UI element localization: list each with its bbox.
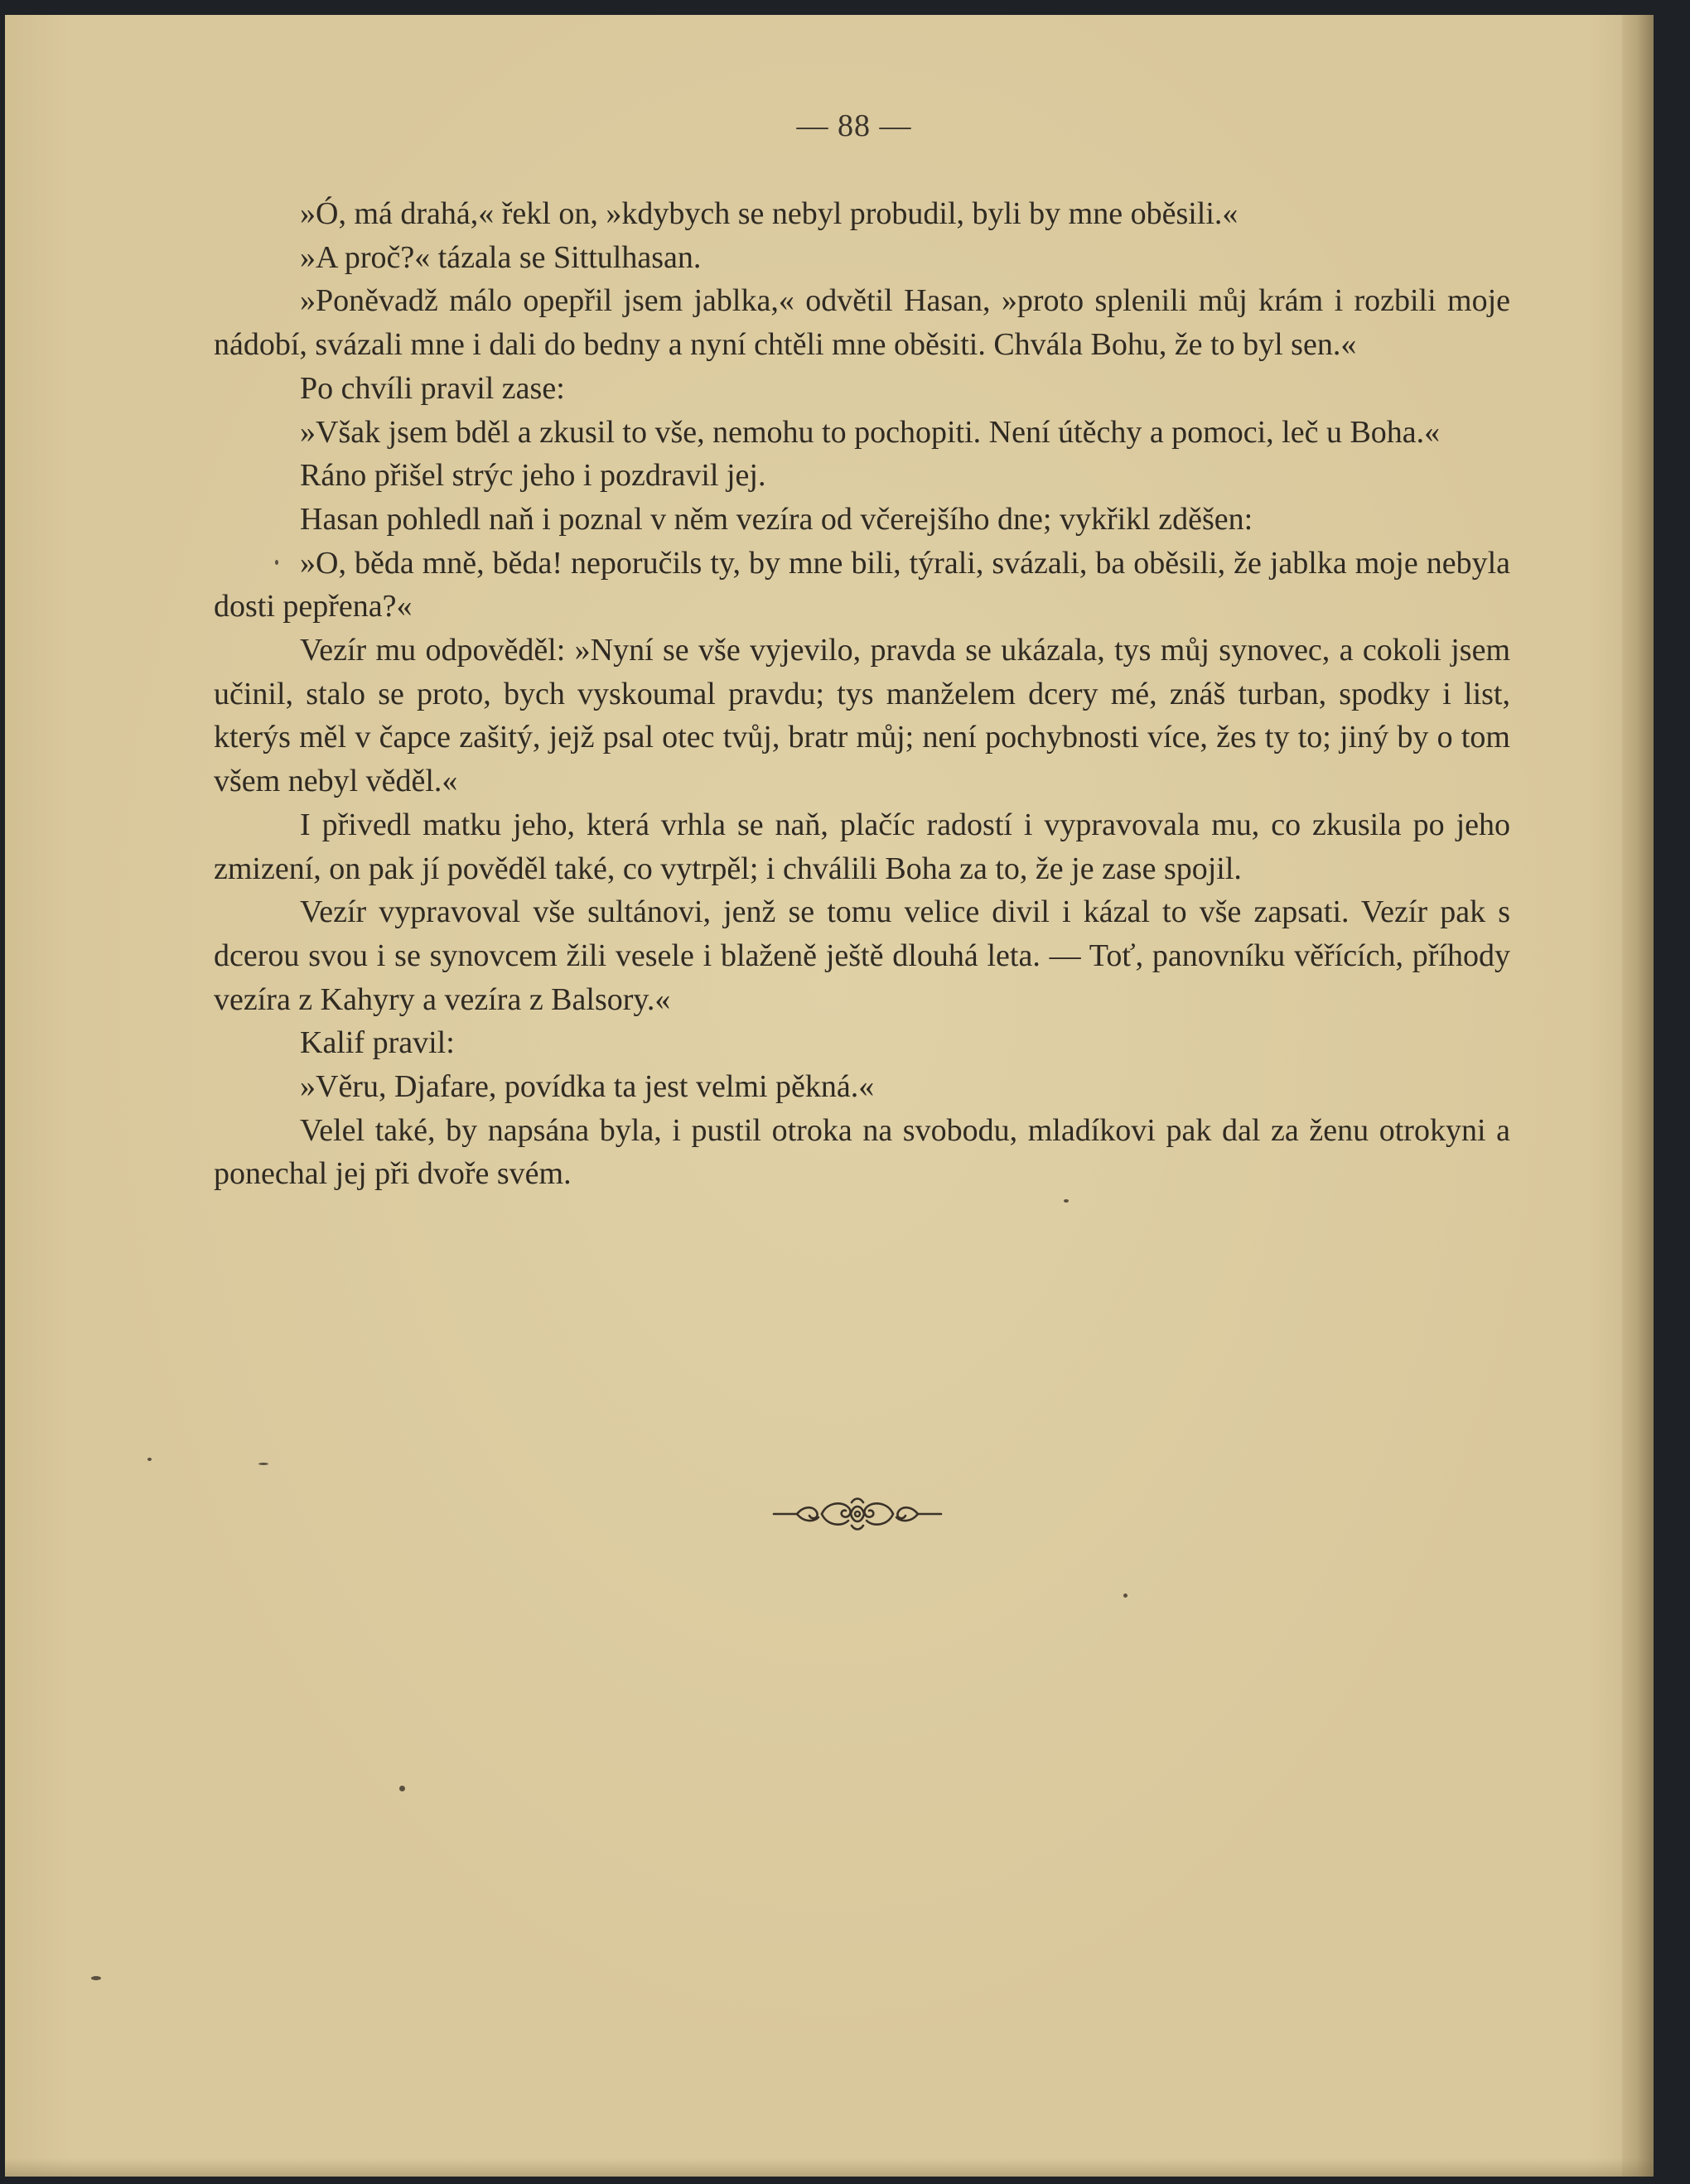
paper-speck bbox=[1123, 1593, 1127, 1598]
paragraph: Vezír mu odpověděl: »Nyní se vše vyjevilo, pravda se ukázala, tys můj synovec, a cokoli jsem učinil, stalo se proto, bych vyskoumal pravdu; tys manželem dcery mé, znáš turban, spodky i list, kterýs měl v čapce zašitý, jejž psal otec tvůj, bratr můj; není pochybnosti více, žes ty to; jiný by o tom všem nebyl věděl.« bbox=[214, 633, 1510, 799]
paper-speck bbox=[258, 1463, 268, 1465]
paper-speck bbox=[399, 1786, 405, 1791]
paragraph: »Však jsem bděl a zkusil to vše, nemohu to pochopiti. Není útěchy a pomoci, leč u Boha.« bbox=[300, 414, 1441, 450]
paragraph: Velel také, by napsána byla, i pustil otroka na svobodu, mladíkovi pak dal za ženu otrokyni a ponechal jej při dvoře svém. bbox=[214, 1112, 1510, 1192]
paper-speck bbox=[275, 560, 278, 565]
paper-speck bbox=[1064, 1199, 1069, 1203]
paper-speck bbox=[91, 1976, 101, 1980]
page-bottom-shadow bbox=[5, 2158, 1654, 2177]
paragraph: Ráno přišel strýc jeho i pozdravil jej. bbox=[300, 458, 766, 494]
body-text bbox=[214, 192, 1510, 1196]
paragraph: »Věru, Djafare, povídka ta jest velmi pěkná.« bbox=[300, 1069, 875, 1105]
paragraph: Kalif pravil: bbox=[300, 1025, 455, 1061]
paragraph: Hasan pohledl naň i poznal v něm vezíra od včerejšího dne; vykřikl zděšen: bbox=[300, 501, 1253, 537]
paragraph: »Ó, má drahá,« řekl on, »kdybych se nebyl probudil, byli by mne oběsili.« bbox=[300, 196, 1239, 231]
book-page bbox=[5, 15, 1654, 2177]
page-edge-shadow bbox=[1622, 15, 1654, 2177]
fleuron-ornament-icon bbox=[772, 1494, 943, 1534]
paper-speck bbox=[147, 1458, 152, 1461]
paragraph: »A proč?« tázala se Sittulhasan. bbox=[300, 239, 702, 275]
paragraph: »Poněvadž málo opepřil jsem jablka,« odvětil Hasan, »proto splenili můj krám i rozbili moje nádobí, svázali mne i dali do bedny a nyní chtěli mne oběsiti. Chvála Bohu, že to byl sen.« bbox=[214, 283, 1510, 363]
paragraph: I přivedl matku jeho, která vrhla se naň, plačíc radostí i vypravovala mu, co zkusila po jeho zmizení, on pak jí pověděl také, co vytrpěl; i chválili Boha za to, že je zase spojil. bbox=[214, 807, 1510, 886]
page-number: — 88 — bbox=[796, 108, 912, 143]
paragraph: Vezír vypravoval vše sultánovi, jenž se tomu velice divil i kázal to vše zapsati. Vezír pak s dcerou svou i se synovcem žili vesele i blaženě ještě dlouhá leta. — Toť, panovníku věřících, příhody vezíra z Kahyry a vezíra z Balsory.« bbox=[214, 894, 1510, 1017]
paragraph: Po chvíli pravil zase: bbox=[300, 370, 565, 406]
paragraph: »O, běda mně, běda! neporučils ty, by mne bili, týrali, svázali, ba oběsili, že jablka moje nebyla dosti pepřena?« bbox=[214, 545, 1510, 624]
